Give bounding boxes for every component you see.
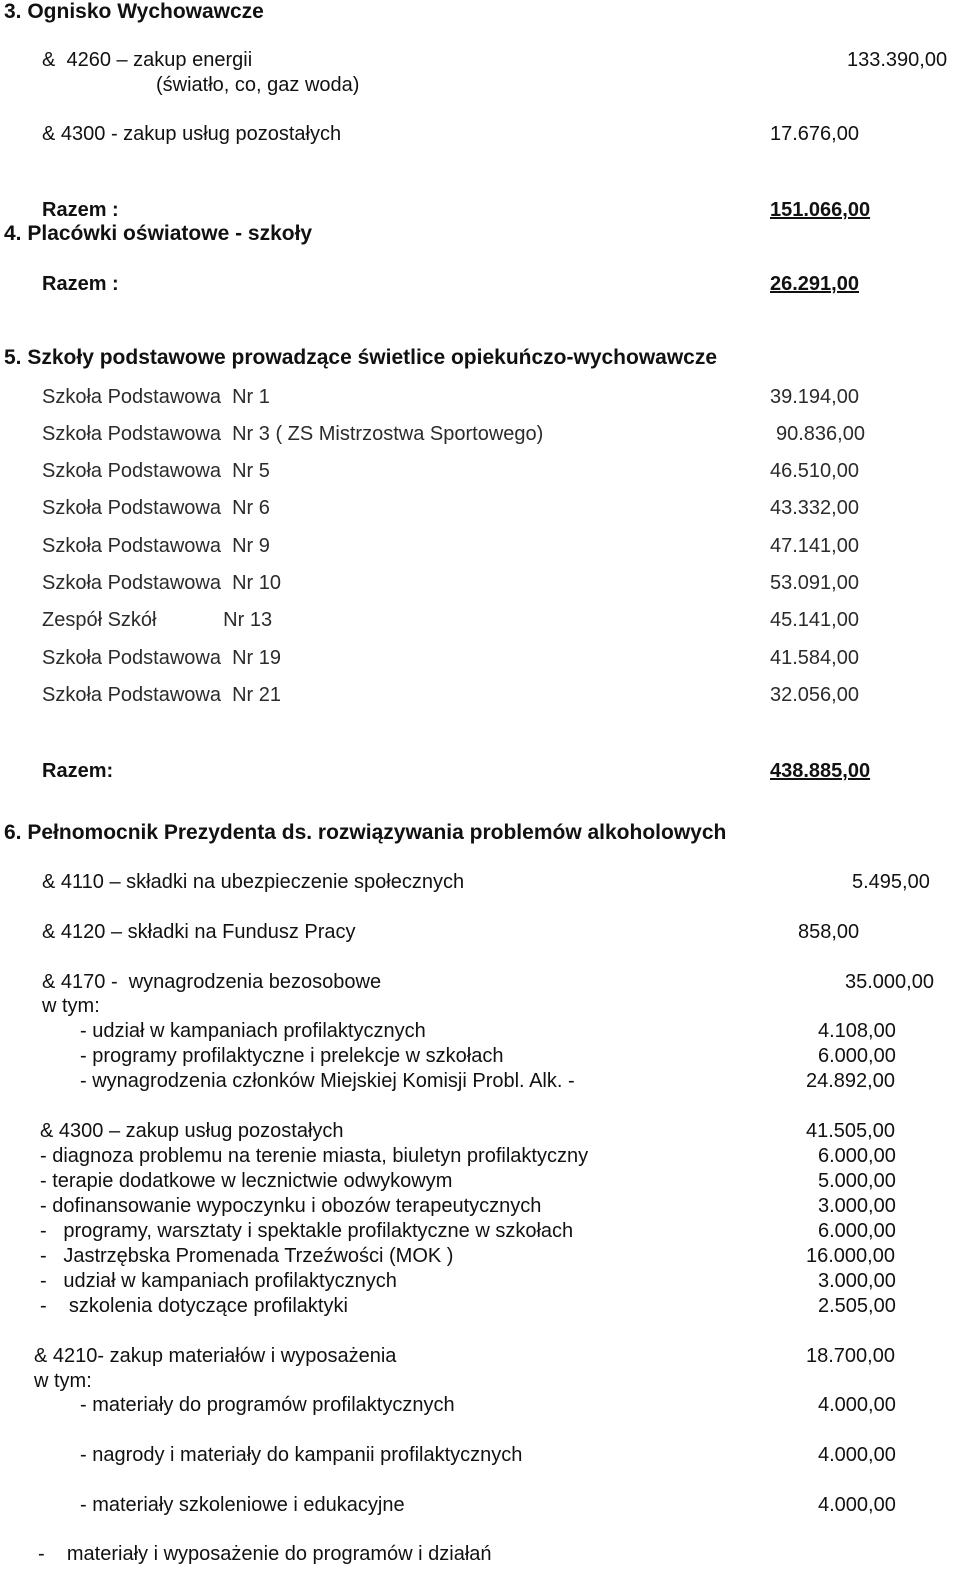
- school-row-amount: 47.141,00: [770, 535, 859, 557]
- item-4260-amount: 133.390,00: [847, 49, 948, 71]
- subitem-label: - diagnoza problemu na terenie miasta, biuletyn profilaktyczny: [40, 1145, 589, 1167]
- section-4-total-label: Razem :: [42, 273, 119, 295]
- subitem-label: - terapie dodatkowe w lecznictwie odwykowym: [40, 1170, 453, 1192]
- subitem-amount: 5.000,00: [818, 1170, 896, 1192]
- subitem-amount: 24.892,00: [806, 1070, 895, 1092]
- item-4110-amount: 5.495,00: [852, 871, 930, 893]
- subitem-label: - szkolenia dotyczące profilaktyki: [40, 1295, 348, 1317]
- subitem-label: - nagrody i materiały do kampanii profilaktycznych: [80, 1444, 523, 1466]
- school-row-name: Szkoła Podstawowa Nr 3 ( ZS Mistrzostwa Sportowego): [42, 423, 544, 445]
- subitem-amount: 4.000,00: [818, 1394, 896, 1416]
- section-4-heading: 4. Placówki oświatowe - szkoły: [4, 222, 313, 245]
- school-row-amount: 53.091,00: [770, 572, 859, 594]
- school-row-amount: 90.836,00: [776, 423, 865, 445]
- section-5-heading: 5. Szkoły podstawowe prowadzące świetlice opiekuńczo-wychowawcze: [4, 346, 718, 369]
- school-row-amount: 41.584,00: [770, 647, 859, 669]
- school-row-name: Szkoła Podstawowa Nr 9: [42, 535, 270, 557]
- subitem-label: - dofinansowanie wypoczynku i obozów terapeutycznych: [40, 1195, 542, 1217]
- subitem-amount: 4.000,00: [818, 1444, 896, 1466]
- subitem-label: - udział w kampaniach profilaktycznych: [80, 1020, 426, 1042]
- item-4170-amount: 35.000,00: [845, 971, 934, 993]
- item-4120-amount: 858,00: [798, 921, 860, 943]
- item-4210-amount: 18.700,00: [806, 1345, 895, 1367]
- school-row-name: Szkoła Podstawowa Nr 19: [42, 647, 282, 669]
- school-row-amount: 39.194,00: [770, 386, 859, 408]
- subitem-amount: 6.000,00: [818, 1220, 896, 1242]
- item-4170-label: & 4170 - wynagrodzenia bezosobowe: [42, 971, 382, 993]
- item-4120-label: & 4120 – składki na Fundusz Pracy: [42, 921, 356, 943]
- item-4300-amount: 41.505,00: [806, 1120, 895, 1142]
- subitem-label: - materiały do programów profilaktycznych: [80, 1394, 455, 1416]
- item-4300-amount: 17.676,00: [770, 123, 859, 145]
- item-4300-label: & 4300 – zakup usług pozostałych: [40, 1120, 344, 1142]
- section-3-total-label: Razem :: [42, 199, 119, 221]
- item-4300-label: & 4300 - zakup usług pozostałych: [42, 123, 342, 145]
- section-3-total-amount: 151.066,00: [770, 199, 871, 221]
- school-row-name: Szkoła Podstawowa Nr 10: [42, 572, 282, 594]
- school-row-name: Szkoła Podstawowa Nr 6: [42, 497, 270, 519]
- school-row-name: Zespół Szkół Nr 13: [42, 609, 273, 631]
- school-row-name: Szkoła Podstawowa Nr 5: [42, 460, 270, 482]
- subitem-amount: 4.108,00: [818, 1020, 896, 1042]
- subitem-amount: 2.505,00: [818, 1295, 896, 1317]
- item-4110-label: & 4110 – składki na ubezpieczenie społecznych: [42, 871, 465, 893]
- school-row-name: Szkoła Podstawowa Nr 21: [42, 684, 282, 706]
- subitem-label: - programy profilaktyczne i prelekcje w szkołach: [80, 1045, 504, 1067]
- subitem-amount: 6.000,00: [818, 1045, 896, 1067]
- school-row-amount: 32.056,00: [770, 684, 859, 706]
- item-4260-sublabel: (światło, co, gaz woda): [156, 74, 360, 96]
- subitem-label: - wynagrodzenia członków Miejskiej Komisji Probl. Alk. -: [80, 1070, 575, 1092]
- subitem-label: - programy, warsztaty i spektakle profilaktyczne w szkołach: [40, 1220, 574, 1242]
- section-5-total-amount: 438.885,00: [770, 760, 871, 782]
- subitem-amount: 3.000,00: [818, 1195, 896, 1217]
- subitem-label: - udział w kampaniach profilaktycznych: [40, 1270, 397, 1292]
- section-6-heading: 6. Pełnomocnik Prezydenta ds. rozwiązywania problemów alkoholowych: [4, 821, 727, 844]
- subitem-label: - materiały szkoleniowe i edukacyjne: [80, 1494, 405, 1516]
- subitem-label: - Jastrzębska Promenada Trzeźwości (MOK ): [40, 1245, 454, 1267]
- subitem-amount: 4.000,00: [818, 1494, 896, 1516]
- section-4-total-amount: 26.291,00: [770, 273, 859, 295]
- school-row-amount: 46.510,00: [770, 460, 859, 482]
- item-4210-label: & 4210- zakup materiałów i wyposażenia: [34, 1345, 397, 1367]
- item-4260-label: & 4260 – zakup energii: [42, 49, 253, 71]
- school-row-name: Szkoła Podstawowa Nr 1: [42, 386, 270, 408]
- subitem-amount: 3.000,00: [818, 1270, 896, 1292]
- w-tym-label: w tym:: [42, 995, 100, 1017]
- section-5-total-label: Razem:: [42, 760, 114, 782]
- subitem-amount: 16.000,00: [806, 1245, 895, 1267]
- subitem-amount: 6.000,00: [818, 1145, 896, 1167]
- w-tym-label: w tym:: [34, 1370, 92, 1392]
- last-line-item: - materiały i wyposażenie do programów i działań: [38, 1543, 492, 1565]
- school-row-amount: 45.141,00: [770, 609, 859, 631]
- school-row-amount: 43.332,00: [770, 497, 859, 519]
- section-3-heading: 3. Ognisko Wychowawcze: [4, 0, 264, 23]
